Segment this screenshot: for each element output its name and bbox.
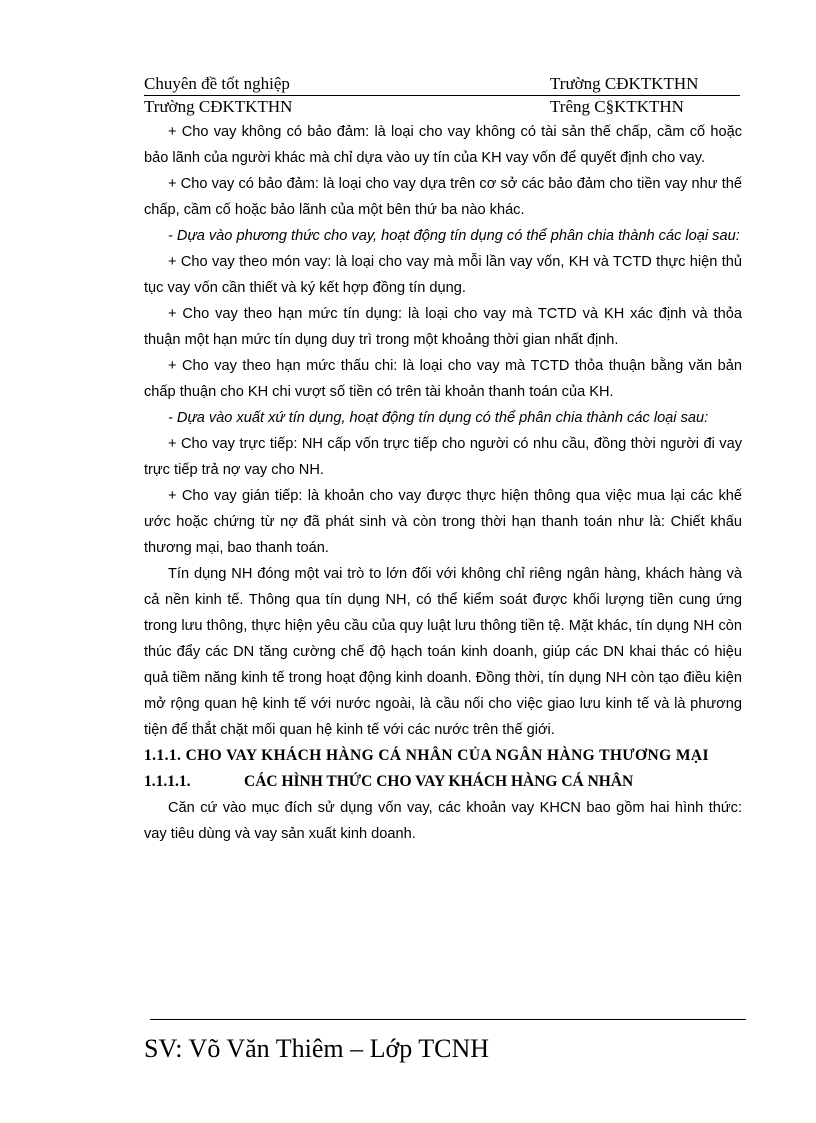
header-school-name-2: Trường CĐKTKTHN xyxy=(144,97,293,116)
section-title: CHO VAY KHÁCH HÀNG CÁ NHÂN CỦA NGÂN HÀNG THƯƠNG MẠI xyxy=(185,747,709,764)
header-school-name-garbled: Trêng C§KTKTHN xyxy=(550,97,684,116)
paragraph-by-credit-origin: - Dựa vào xuất xứ tín dụng, hoạt động tín dụng có thể phân chia thành các loại sau: xyxy=(168,410,709,426)
paragraph-loan-forms: Căn cứ vào mục đích sử dụng vốn vay, các khoản vay KHCN bao gồm hai hình thức: vay tiêu dùng và vay sản xuất kinh doanh. xyxy=(144,800,742,842)
header-school-name: Trường CĐKTKTHN xyxy=(550,74,699,93)
subsection-number: 1.1.1.1. xyxy=(144,773,191,790)
section-number: 1.1.1. xyxy=(144,747,182,764)
paragraph-credit-limit: + Cho vay theo hạn mức tín dụng: là loại cho vay mà TCTD và KH xác định và thỏa thuận một hạn mức tín dụng duy trì trong một khoảng thời gian nhất định. xyxy=(144,306,742,348)
body-text xyxy=(144,119,742,847)
section-heading-1-1-1-1 xyxy=(144,769,742,795)
paragraph-per-loan: + Cho vay theo món vay: là loại cho vay mà mỗi lần vay vốn, KH và TCTD thực hiện thủ tục vay vốn cần thiết và ký kết hợp đồng tín dụng. xyxy=(144,254,742,296)
header-line-2 xyxy=(144,96,740,118)
paragraph-by-lending-method: - Dựa vào phương thức cho vay, hoạt động tín dụng có thể phân chia thành các loại sau: xyxy=(168,228,740,244)
footer-student-info: SV: Võ Văn Thiêm – Lớp TCNH xyxy=(144,1034,490,1063)
section-heading-1-1-1 xyxy=(144,743,742,769)
header-document-type: Chuyên đề tốt nghiệp xyxy=(144,74,290,93)
paragraph-role-of-credit: Tín dụng NH đóng một vai trò to lớn đối với không chỉ riêng ngân hàng, khách hàng và cả nền kinh tế. Thông qua tín dụng NH, có thể kiểm soát được khối lượng tiền cung ứng trong lưu thông, thực hiện yêu cầu của quy luật lưu thông tiền tệ. Mặt khác, tín dụng NH còn thúc đẩy các DN tăng cường chế độ hạch toán kinh doanh, giúp các DN khai thác có hiệu quả tiềm năng kinh tế trong hoạt động kinh doanh. Đồng thời, tín dụng NH còn tạo điều kiện mở rộng quan hệ kinh tế với nước ngoài, là cầu nối cho việc giao lưu kinh tế và là phương tiện để thắt chặt mối quan hệ kinh tế với các nước trên thế giới. xyxy=(144,566,742,738)
paragraph-direct-loan: + Cho vay trực tiếp: NH cấp vốn trực tiếp cho người có nhu cầu, đồng thời người đi vay trực tiếp trả nợ vay cho NH. xyxy=(144,436,742,478)
paragraph-overdraft: + Cho vay theo hạn mức thấu chi: là loại cho vay mà TCTD thỏa thuận bằng văn bản chấp thuận cho KH chi vượt số tiền có trên tài khoản thanh toán của KH. xyxy=(144,358,742,400)
paragraph-secured-loan: + Cho vay có bảo đảm: là loại cho vay dựa trên cơ sở các bảo đảm cho tiền vay như thế chấp, cầm cố hoặc bảo lãnh của một bên thứ ba nào khác. xyxy=(144,176,742,218)
paragraph-unsecured-loan: + Cho vay không có bảo đảm: là loại cho vay không có tài sản thế chấp, cầm cố hoặc bảo lãnh của người khác mà chỉ dựa vào uy tín của KH vay vốn để quyết định cho vay. xyxy=(144,124,742,166)
subsection-title: CÁC HÌNH THỨC CHO VAY KHÁCH HÀNG CÁ NHÂN xyxy=(244,773,634,790)
paragraph-indirect-loan: + Cho vay gián tiếp: là khoản cho vay được thực hiện thông qua việc mua lại các khế ước hoặc chứng từ nợ đã phát sinh và còn trong thời hạn thanh toán như là: Chiết khấu thương mại, bao thanh toán. xyxy=(144,488,742,556)
footer-rule xyxy=(150,1019,746,1020)
header-line-1 xyxy=(144,73,740,95)
